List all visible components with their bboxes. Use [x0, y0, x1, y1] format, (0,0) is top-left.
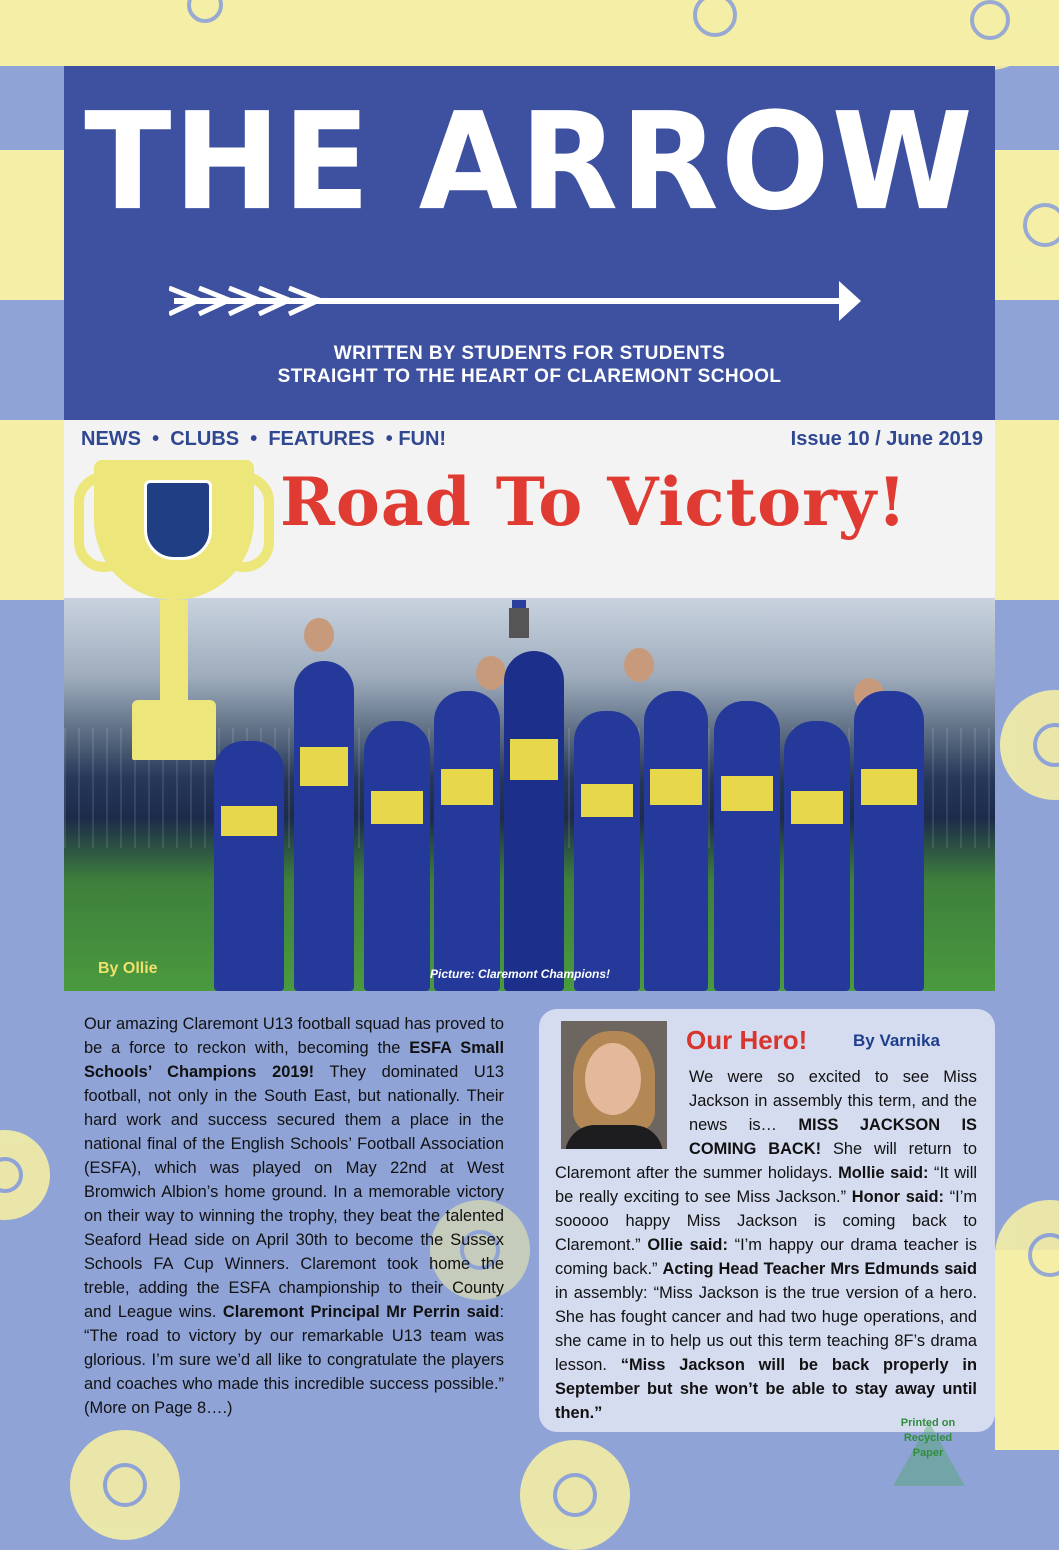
hero-bold: “Miss Jackson will be back properly in September but she won’t be able to stay away until then.” — [555, 1356, 977, 1422]
hero-text — [555, 1065, 977, 1425]
hero-bold: Ollie said: — [647, 1236, 728, 1254]
player-figure — [294, 661, 354, 991]
hero-title: Our Hero! — [686, 1025, 808, 1055]
article-text: Our amazing Claremont U13 football squad has proved to be a force to reckon with, becoming the — [84, 1015, 504, 1057]
masthead — [64, 66, 995, 420]
background-stripe-right-2 — [995, 420, 1059, 600]
football-decoration-icon — [0, 1130, 50, 1220]
recycled-text — [889, 1416, 967, 1461]
section-list: NEWS • CLUBS • FEATURES • FUN! — [81, 428, 447, 450]
hero-bold: Mollie said: — [838, 1164, 929, 1182]
arrow-shaft — [174, 298, 854, 304]
football-decoration-icon — [70, 1430, 180, 1540]
player-figure — [214, 741, 284, 991]
newsletter-title: THE ARROW — [84, 84, 975, 241]
player-figure — [854, 691, 924, 991]
tagline-line-1: WRITTEN BY STUDENTS FOR STUDENTS — [333, 343, 726, 364]
player-figure — [644, 691, 708, 991]
hero-bold: Honor said: — [851, 1188, 944, 1206]
article-bold: ESFA Small Schools’ Champions 2019! — [84, 1039, 505, 1081]
player-head — [476, 656, 506, 690]
photo-caption: Picture: Claremont Champions! — [430, 967, 611, 981]
trophy-stem — [160, 600, 188, 700]
issue-label: Issue 10 / June 2019 — [790, 428, 983, 450]
hero-byline: By Varnika — [853, 1031, 940, 1050]
football-decoration-icon — [1000, 690, 1059, 800]
recycled-line-1: Printed on — [900, 1417, 956, 1429]
hero-text-span: We were so excited to see Miss Jackson in assembly this term, and the news is… — [689, 1068, 977, 1134]
player-figure — [574, 711, 640, 991]
background-stripe-left-2 — [0, 420, 64, 600]
recycled-line-2: Recycled — [903, 1432, 953, 1444]
player-figure — [504, 651, 564, 991]
player-head — [624, 648, 654, 682]
recycled-paper-badge — [889, 1416, 967, 1494]
player-figure — [364, 721, 430, 991]
school-crest-icon — [144, 480, 212, 560]
hero-text-span: “I’m sooooo happy Miss Jackson is coming back to Claremont.” — [555, 1188, 978, 1254]
hero-text-span: “It will be really exciting to see Miss Jackson.” — [555, 1164, 977, 1206]
arrow-head-icon — [839, 281, 861, 321]
article-bold: Claremont Principal Mr Perrin said — [222, 1303, 500, 1321]
hero-bold: Acting Head Teacher Mrs Edmunds said — [662, 1260, 977, 1278]
player-figure — [714, 701, 780, 991]
background-stripe-top — [0, 0, 1059, 66]
recycled-line-3: Paper — [912, 1447, 944, 1459]
tagline-line-2: STRAIGHT TO THE HEART OF CLAREMONT SCHOOL — [277, 366, 782, 387]
football-decoration-icon — [520, 1440, 630, 1550]
trophy-raised-icon — [494, 598, 544, 648]
tagline — [64, 342, 995, 388]
player-figure — [784, 721, 850, 991]
trophy-base — [132, 700, 216, 760]
trophy-icon — [74, 460, 274, 760]
hero-text-span: She will return to Claremont after the summer holidays. — [555, 1140, 977, 1182]
article-text: They dominated U13 football, not only in the South East, but nationally. Their hard work and success secured them a place in the national final of the English Schools’ Football Association (ESFA), which was played on May 22nd at West Bromwich Albion’s home ground. In a memorable victory on their way to winning the trophy, they beat the talented Seaford Head side on April 30th to become the Sussex Schools FA Cup Winners. Claremont took home the treble, adding the ESFA championship to their County and League wins. — [84, 1063, 504, 1321]
hero-text-span: “I’m happy our drama teacher is coming back.” — [555, 1236, 977, 1278]
headline: Road To Victory! — [280, 463, 908, 541]
main-article — [84, 1012, 504, 1420]
article-text: : “The road to victory by our remarkable U13 team was glorious. I’m sure we’d all like to congratulate the players and coaches who made this incredible success possible.” (More on Page 8….) — [84, 1303, 505, 1417]
background-stripe-left — [0, 150, 64, 300]
hero-box — [539, 1009, 995, 1432]
player-figure — [434, 691, 500, 991]
player-head — [304, 618, 334, 652]
hero-text-span: in assembly: “Miss Jackson is the true version of a hero. She has fought cancer and had two huge operations, and she came in to help us out this term teaching 8F’s drama lesson. — [555, 1284, 977, 1374]
hero-bold: MISS JACKSON IS COMING BACK! — [689, 1116, 977, 1158]
photo-byline: By Ollie — [98, 960, 158, 977]
